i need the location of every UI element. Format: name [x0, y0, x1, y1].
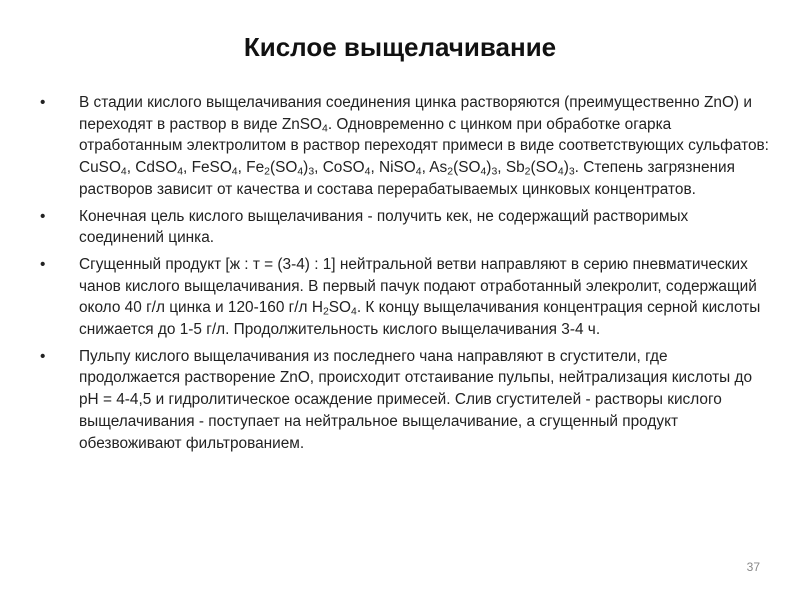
page-number: 37 [746, 560, 760, 574]
bullet-text [79, 348, 752, 452]
text-segment: ) [303, 159, 309, 177]
subscript: 4 [480, 166, 487, 178]
subscript: 2 [264, 166, 270, 178]
text-segment: , CoSO [314, 159, 365, 177]
text-segment: . Степень загрязнения растворов зависит от качества и состава перерабатываемых цинковых концентратов. [79, 159, 735, 198]
slide-title: Кислое выщелачивание [243, 32, 557, 62]
subscript: 4 [231, 166, 238, 178]
subscript: 4 [415, 166, 422, 178]
text-segment: Пульпу кислого выщелачивания из последнего чана направляют в сгустители, где продолжается растворение ZnO, происходит отстаивание пульпы, нейтрализация кислоты до pH = 4-4,5 и гидролитическое осаждение примесей. Слив сгустителей - растворы кислого выщелачивания - поступает на нейтральное выщелачивание, а сгущенный продукт обезвоживают фильтрованием. [79, 347, 753, 452]
subscript: 2 [447, 166, 454, 178]
subscript: 4 [120, 166, 127, 178]
text-segment: , Sb [497, 159, 525, 177]
text-segment: В стадии кислого выщелачивания соединения цинка растворяются (преимущественно ZnO) и переходят в раствор в виде ZnSO [79, 94, 752, 133]
bullet-dot: • [40, 207, 46, 225]
bullet-text [79, 94, 769, 198]
text-segment: . Одновременно с цинком при обработке огарка отработанным электролитом в раствор переходят примеси в виде соответствующих сульфатов: CuSO [79, 115, 769, 177]
text-segment: Сгущенный продукт [ж : т = (3-4) : 1] нейтральной ветви направляют в серию пневматических чанов кислого выщелачивания. В первый пачук подают отработанный элекролит, содержащий около 40 г/л цинка и 120-160 г/л H [79, 255, 757, 317]
subscript: 3 [568, 166, 575, 178]
bullet-dot: • [40, 347, 46, 365]
text-segment: , Fe [237, 159, 265, 177]
text-segment: , FeSO [183, 159, 232, 177]
subscript: 4 [297, 166, 304, 178]
bullet-dot: • [40, 255, 46, 273]
bullet-text [79, 256, 760, 338]
bullet-list [40, 92, 770, 459]
bullet-item [40, 254, 770, 341]
text-segment: ) [486, 159, 492, 177]
text-segment: SO [328, 299, 352, 317]
subscript: 4 [364, 166, 371, 178]
text-segment: ) [563, 159, 569, 177]
bullet-item [40, 206, 770, 249]
text-segment: , CdSO [126, 159, 178, 177]
text-segment: , NiSO [370, 159, 416, 177]
bullet-dot: • [40, 94, 46, 111]
text-segment: Конечная цель кислого выщелачивания - получить кек, не содержащий растворимых соединений цинка. [79, 207, 689, 247]
subscript: 3 [491, 166, 498, 178]
text-segment: . К концу выщелачивания концентрация серной кислоты снижается до 1-5 г/л. Продолжительность кислого выщелачивания 3-4 ч. [79, 299, 761, 339]
subscript: 3 [308, 166, 315, 178]
subscript: 2 [322, 306, 329, 318]
bullet-text [79, 208, 688, 247]
subscript: 4 [322, 123, 328, 135]
subscript: 4 [351, 306, 357, 318]
subscript: 2 [524, 166, 531, 178]
subscript: 4 [557, 166, 564, 178]
text-segment: (SO [453, 159, 481, 177]
subscript: 4 [177, 166, 184, 178]
bullet-item [40, 92, 770, 201]
text-segment: (SO [530, 159, 558, 177]
bullet-item [40, 346, 770, 455]
text-segment: (SO [269, 159, 298, 177]
text-segment: , As [421, 159, 448, 177]
